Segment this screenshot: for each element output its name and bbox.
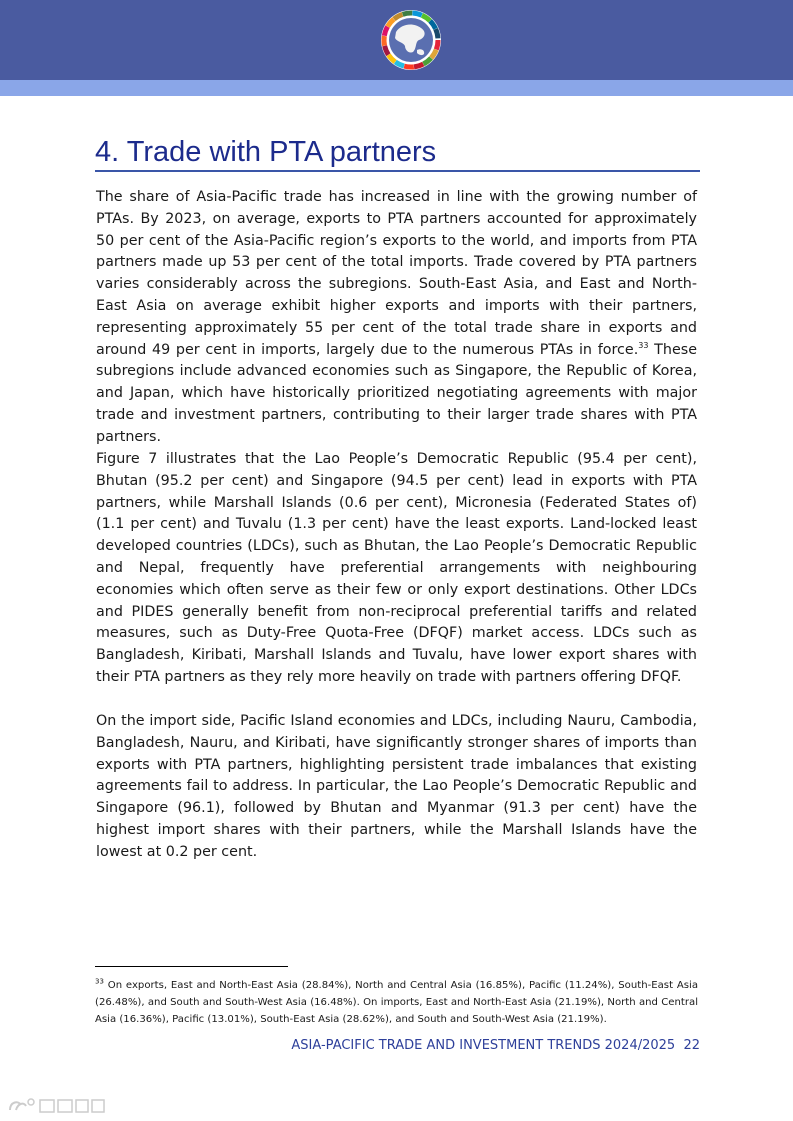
watermark-logo-icon: [8, 1097, 106, 1115]
header-stripe: [0, 80, 793, 96]
footnote-reference: 33: [638, 340, 649, 350]
page-footer: [291, 1037, 700, 1055]
footer-publication-title: ASIA-PACIFIC TRADE AND INVESTMENT TRENDS 2024/2025: [291, 1038, 676, 1053]
paragraph-1-text: The share of Asia-Pacific trade has increased in line with the growing number of PTAs. By 2023, on average, exports to PTA partners accounted for approximately 50 per cent of the Asia-Pacific region’s exports to the world, and imports from PTA partners made up 53 per cent of the total imports. Trade covered by PTA partners varies considerably across the subregions. South-East Asia, and East and North-East Asia on average exhibit higher exports and imports with their partners, representing approximately 55 per cent of the total trade share in exports and around 49 per cent in imports, largely due to the numerous PTAs in force.: [96, 189, 697, 358]
page-number: 22: [683, 1038, 700, 1053]
globe-emblem-icon: [380, 9, 442, 71]
paragraph-1: [96, 187, 697, 449]
paragraph-2: Figure 7 illustrates that the Lao People’s Democratic Republic (95.4 per cent), Bhutan (95.2 per cent) and Singapore (94.5 per cent) lead in exports with PTA partners, while Marshall Islands (0.6 per cent), Micronesia (Federated States of) (1.1 per cent) and Tuvalu (1.3 per cent) have the least exports. Land-locked least developed countries (LDCs), such as Bhutan, the Lao People’s Democratic Republic and Nepal, frequently have preferential arrangements with neighbouring economies which often serve as their few or only export destinations. Other LDCs and PIDES generally benefit from non-reciprocal preferential tariffs and related measures, such as Duty-Free Quota-Free (DFQF) market access. LDCs such as Bangladesh, Kiribati, Marshall Islands and Tuvalu, have lower export shares with their PTA partners as they rely more heavily on trade with partners offering DFQF.: [96, 451, 697, 685]
footnote-text: On exports, East and North-East Asia (28.84%), North and Central Asia (16.85%), Pacific (11.24%), South-East Asia (26.48%), and South and South-West Asia (16.48%). On imports, East and North-East Asia (21.19%), North and Central Asia (16.36%), Pacific (13.01%), South-East Asia (28.62%), and South and South-West Asia (21.19%).: [95, 980, 698, 1025]
paragraph-3: On the import side, Pacific Island economies and LDCs, including Nauru, Cambodia, Bangladesh, Nauru, and Kiribati, have significantly stronger shares of imports than exports with PTA partners, highlighting persistent trade imbalances that existing agreements fail to address. In particular, the Lao People’s Democratic Republic and Singapore (96.1), followed by Bhutan and Myanmar (91.3 per cent) have the highest import shares with their partners, while the Marshall Islands have the lowest at 0.2 per cent.: [96, 713, 697, 860]
section-title: 4. Trade with PTA partners: [95, 134, 700, 172]
footnote: [95, 977, 698, 1028]
footnote-divider: [95, 966, 288, 967]
footnote-number: 33: [95, 977, 104, 986]
watermark: [8, 1096, 106, 1116]
paragraph-1-continuation: These subregions include advanced economies such as Singapore, the Republic of Korea, and Japan, which have historically prioritized negotiating agreements with major trade and investment partners, contributing to their larger trade shares with PTA partners.: [96, 341, 697, 445]
